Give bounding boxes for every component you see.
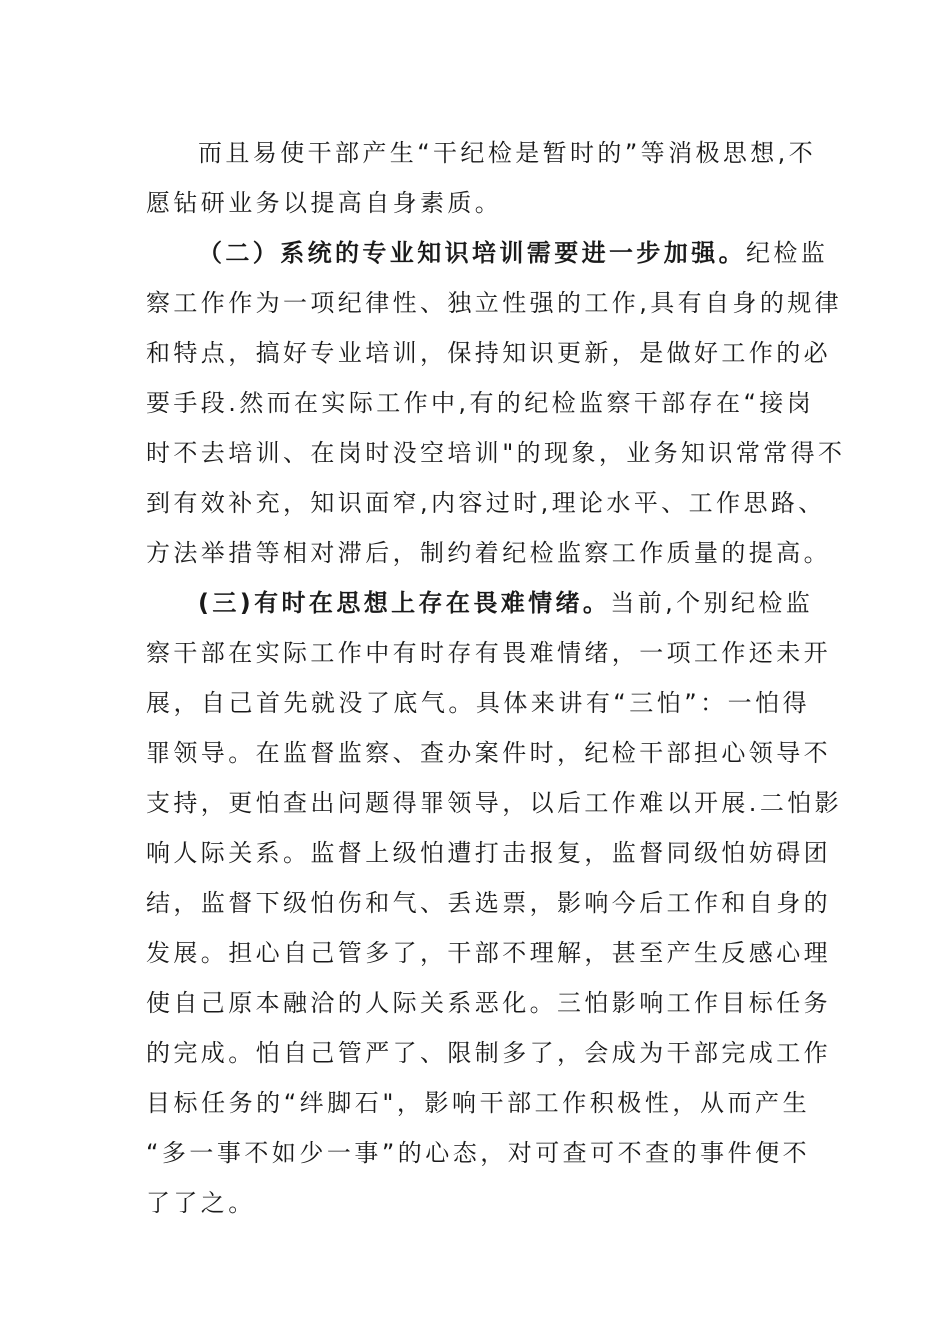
text-run: 了了之。 — [146, 1189, 256, 1217]
text-line — [146, 828, 831, 878]
text-run: 而且易使干部产生“干纪检是暂时的”等消极思想,不 — [198, 139, 817, 167]
text-run: 当前,个别纪检监 — [610, 589, 814, 617]
text-line — [146, 528, 831, 578]
text-line — [146, 678, 810, 728]
text-line — [146, 1178, 810, 1228]
text-run: 的完成。怕自己管严了、限制多了，会成为干部完成工作 — [146, 1039, 831, 1067]
text-line — [146, 428, 846, 478]
text-line — [146, 728, 831, 778]
paragraph-2 — [146, 228, 846, 578]
text-line — [146, 228, 829, 278]
text-run: 响人际关系。监督上级怕遭打击报复，监督同级怕妨碍团 — [146, 839, 831, 867]
text-line — [146, 878, 831, 928]
text-line — [146, 178, 810, 228]
text-line — [146, 628, 831, 678]
text-line — [146, 278, 843, 328]
text-line — [146, 978, 831, 1028]
text-run: 展，自己首先就没了底气。具体来讲有“三怕”：一怕得 — [146, 689, 810, 717]
text-run: 方法举措等相对滞后，制约着纪检监察工作质量的提高。 — [146, 539, 831, 567]
text-run: 到有效补充，知识面窄,内容过时,理论水平、工作思路、 — [146, 489, 826, 517]
text-run: 愿钻研业务以提高自身素质。 — [146, 189, 503, 217]
text-line — [146, 1028, 831, 1078]
text-run: 时不去培训、在岗时没空培训"的现象，业务知识常常得不 — [146, 439, 846, 467]
text-run: 目标任务的“绊脚石"，影响干部工作积极性，从而产生 — [146, 1089, 810, 1117]
text-line — [146, 778, 843, 828]
text-line — [146, 128, 817, 178]
paragraph-heading: （二）系统的专业知识培训需要进一步加强。 — [198, 239, 746, 267]
text-line — [146, 1128, 810, 1178]
text-line — [146, 378, 815, 428]
text-run: 发展。担心自己管多了，干部不理解，甚至产生反感心理 — [146, 939, 831, 967]
text-line — [146, 1078, 810, 1128]
text-run: 察干部在实际工作中有时存有畏难情绪，一项工作还未开 — [146, 639, 831, 667]
paragraph-3 — [146, 578, 843, 1228]
text-run: 纪检监 — [746, 239, 829, 267]
text-run: 使自己原本融洽的人际关系恶化。三怕影响工作目标任务 — [146, 989, 831, 1017]
text-run: 结，监督下级怕伤和气、丢选票，影响今后工作和自身的 — [146, 889, 831, 917]
text-line — [146, 928, 831, 978]
text-line — [146, 328, 831, 378]
text-run: 察工作作为一项纪律性、独立性强的工作,具有自身的规律 — [146, 289, 843, 317]
text-run: 要手段.然而在实际工作中,有的纪检监察干部存在“接岗 — [146, 389, 815, 417]
text-run: 罪领导。在监督监察、查办案件时，纪检干部担心领导不 — [146, 739, 831, 767]
text-run: 支持，更怕查出问题得罪领导，以后工作难以开展.二怕影 — [146, 789, 843, 817]
body-text — [146, 128, 846, 1228]
text-line — [146, 578, 814, 628]
text-run: 和特点，搞好专业培训，保持知识更新，是做好工作的必 — [146, 339, 831, 367]
text-run: “多一事不如少一事”的心态，对可查可不查的事件便不 — [146, 1139, 810, 1167]
text-line — [146, 478, 826, 528]
paragraph-heading: (三)有时在思想上存在畏难情绪。 — [198, 589, 611, 617]
paragraph-1 — [146, 128, 817, 228]
